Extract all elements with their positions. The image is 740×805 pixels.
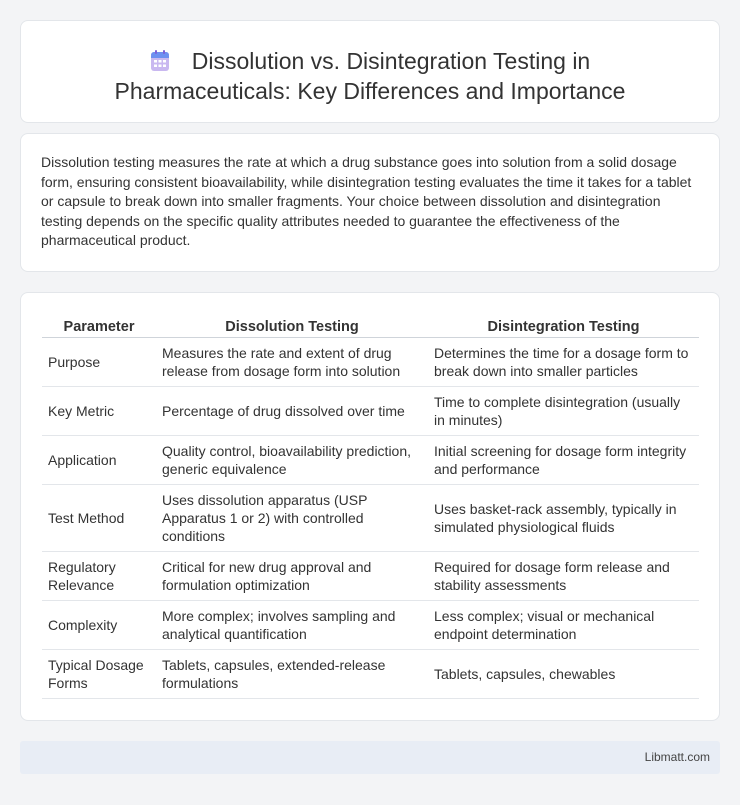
header-dissolution: Dissolution Testing bbox=[156, 315, 428, 338]
row-disintegration: Required for dosage form release and stability assessments bbox=[428, 552, 699, 601]
row-parameter: Application bbox=[42, 436, 156, 485]
table-row bbox=[42, 552, 699, 601]
title-text-1: Dissolution vs. Disintegration Testing in bbox=[191, 48, 591, 74]
row-dissolution: Uses dissolution apparatus (USP Apparatus 1 or 2) with controlled conditions bbox=[156, 485, 428, 552]
table-row bbox=[42, 485, 699, 552]
intro-card bbox=[20, 133, 720, 272]
table-row bbox=[42, 436, 699, 485]
title-line-1 bbox=[21, 46, 719, 76]
row-parameter: Typical Dosage Forms bbox=[42, 650, 156, 699]
row-dissolution: Measures the rate and extent of drug release from dosage form into solution bbox=[156, 338, 428, 387]
row-dissolution: More complex; involves sampling and analytical quantification bbox=[156, 601, 428, 650]
page-title bbox=[21, 46, 719, 106]
table-row bbox=[42, 601, 699, 650]
footer bbox=[20, 741, 720, 774]
row-disintegration: Time to complete disintegration (usually in minutes) bbox=[428, 387, 699, 436]
row-disintegration: Less complex; visual or mechanical endpoint determination bbox=[428, 601, 699, 650]
header-disintegration: Disintegration Testing bbox=[428, 315, 699, 338]
row-parameter: Test Method bbox=[42, 485, 156, 552]
table-row bbox=[42, 650, 699, 699]
table-header-row bbox=[42, 315, 699, 338]
row-dissolution: Percentage of drug dissolved over time bbox=[156, 387, 428, 436]
row-parameter: Regulatory Relevance bbox=[42, 552, 156, 601]
row-dissolution: Critical for new drug approval and formulation optimization bbox=[156, 552, 428, 601]
row-parameter: Complexity bbox=[42, 601, 156, 650]
row-dissolution: Tablets, capsules, extended-release formulations bbox=[156, 650, 428, 699]
row-disintegration: Initial screening for dosage form integrity and performance bbox=[428, 436, 699, 485]
title-card bbox=[20, 20, 720, 123]
header-parameter: Parameter bbox=[42, 315, 156, 338]
title-line-2: Pharmaceuticals: Key Differences and Importance bbox=[114, 78, 626, 104]
row-dissolution: Quality control, bioavailability prediction, generic equivalence bbox=[156, 436, 428, 485]
row-parameter: Purpose bbox=[42, 338, 156, 387]
row-disintegration: Uses basket-rack assembly, typically in simulated physiological fluids bbox=[428, 485, 699, 552]
row-disintegration: Tablets, capsules, chewables bbox=[428, 650, 699, 699]
comparison-table bbox=[42, 315, 699, 699]
intro-paragraph: Dissolution testing measures the rate at which a drug substance goes into solution from a solid dosage form, ensuring consistent bioavailability, while disintegration testing evaluates the time it takes for a tablet or capsule to break down into smaller fragments. Your choice between dissolution and disintegration testing depends on the specific quality attributes needed to guarantee the effectiveness of the pharmaceutical product. bbox=[41, 154, 692, 248]
calendar-document-icon bbox=[150, 50, 170, 72]
row-disintegration: Determines the time for a dosage form to break down into smaller particles bbox=[428, 338, 699, 387]
row-parameter: Key Metric bbox=[42, 387, 156, 436]
table-row bbox=[42, 387, 699, 436]
footer-site-link[interactable]: Libmatt.com bbox=[644, 750, 710, 764]
table-row bbox=[42, 338, 699, 387]
comparison-card bbox=[20, 292, 720, 721]
